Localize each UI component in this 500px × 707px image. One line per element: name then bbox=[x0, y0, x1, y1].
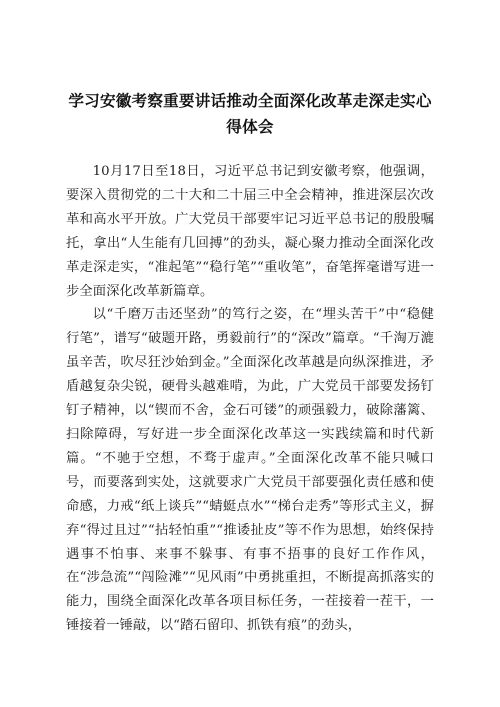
paragraph-2: 以“千磨万击还坚劲”的笃行之姿，在“埋头苦干”中“稳健行笔”，谱写“破题开路，勇毅前行”的“深改”篇章。“千淘万漉虽辛苦，吹尽狂沙始到金。”全面深化改革越是向纵深推进，矛盾越复杂尖锐，硬骨头越难啃，为此，广大党员干部要发扬钉钉子精神，以“锲而不舍，金石可镂”的顽强毅力，破除藩篱、扫除障碍，写好进一步全面深化改革这一实践续篇和时代新篇。“不驰于空想，不骛于虚声。”全面深化改革不能只喊口号，而要落到实处，这就要求广大党员干部要强化责任感和使命感，力戒“纸上谈兵”“蜻蜓点水”“梯台走秀”等形式主义，摒弃“得过且过”“拈轻怕重”“推诿扯皮”等不作为思想，始终保持遇事不怕事、来事不躲事、有事不捂事的良好工作作风，在“涉急流”“闯险滩”“见风雨”中勇挑重担，不断提高抓落实的能力，围绕全面深化改革各项目标任务，一茬接着一茬干，一锤接着一锤敲，以“踏石留印、抓铁有痕”的劲头， bbox=[66, 307, 434, 634]
paragraph-1: 10月17日至18日，习近平总书记到安徽考察，他强调，要深入贯彻党的二十大和二十届三中全会精神，推进深层次改革和高水平开放。广大党员干部要牢记习近平总书记的殷殷嘱托，拿出“人生能有几回搏”的劲头，凝心聚力推动全面深化改革走深走实，“准起笔”“稳行笔”“重收笔”，奋笔挥毫谱写进一步全面深化改革新篇章。 bbox=[66, 164, 434, 299]
document-title: 学习安徽考察重要讲话推动全面深化改革走深走实心得体会 bbox=[68, 92, 432, 136]
document-body bbox=[66, 160, 434, 638]
